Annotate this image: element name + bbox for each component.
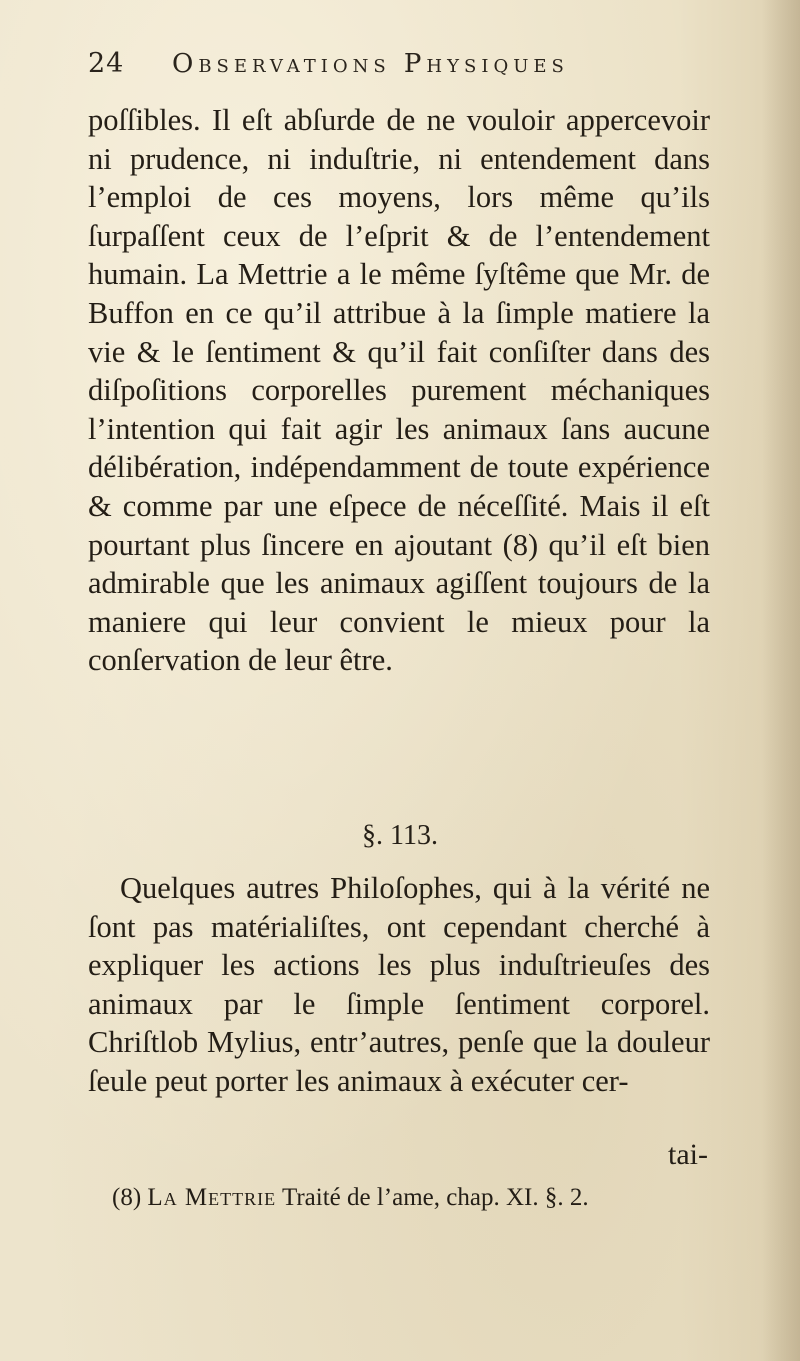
page-header [88,44,728,84]
footnote-marker: (8) [112,1184,142,1211]
catchword: tai- [668,1138,708,1171]
footnote [112,1181,732,1215]
footnote-author: La Mettrie [147,1184,277,1211]
footnote-text: Traité de l’ame, chap. XI. §. 2. [281,1184,589,1211]
main-text [88,101,710,680]
section-heading: §. 113. [362,820,438,851]
running-head: Observations Physiques [172,49,569,79]
page-number: 24 [88,48,125,79]
paragraph: poſſibles. Il eſt abſurde de ne vouloir appercevoir ni prudence, ni induſtrie, ni entendement dans l’emploi de ces moyens, lors même qu’ils ſurpaſſent ceux de l’eſprit & de l’entendement humain. La Mettrie a le même ſyſtême que Mr. de Buffon en ce qu’il attribue à la ſimple matiere la vie & le ſentiment & qu’il fait conſiſter dans des diſpoſitions corporelles purement méchaniques l’intention qui fait agir les animaux ſans aucune délibération, indépendamment de toute expérience & comme par une eſpece de néceſſité. Mais il eſt pourtant plus ſincere en ajoutant (8) qu’il eſt bien admirable que les animaux agiſſent toujours de la maniere qui leur convient le mieux pour la conſervation de leur être. [88,103,710,678]
paragraph: Quelques autres Philoſophes, qui à la vérité ne ſont pas matérialiſtes, ont cependant cherché à expliquer les actions les plus induſtrieuſes des animaux par le ſimple ſentiment corporel. Chriſtlob Mylius, entr’autres, penſe que la douleur ſeule peut porter les animaux à exécuter cer- [88,871,710,1098]
page-edge-shadow [762,0,800,1361]
